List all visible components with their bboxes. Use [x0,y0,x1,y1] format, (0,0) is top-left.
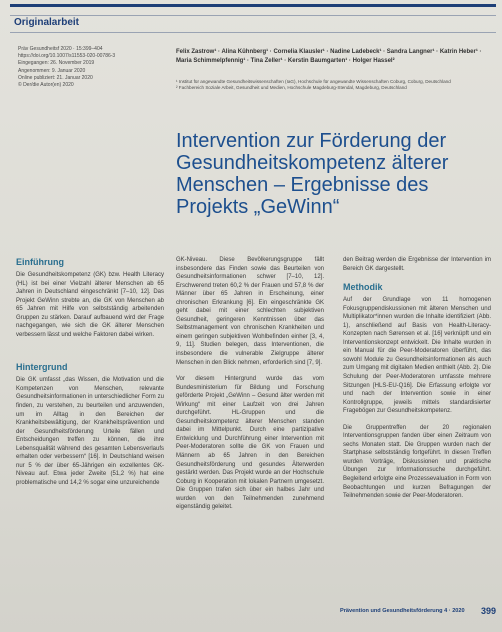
author-list: Felix Zastrow¹ · Alina Kühnberg¹ · Cornelia Klausler¹ · Nadine Ladebeck¹ · Sandra Langner¹ · Katrin Heber¹ · Maria Schimmelpfennig¹ · Tina Zeller¹ · Kerstin Baumgarten¹ · Holger Hassel² [176,49,482,64]
meta-line: Angenommen: 9. Januar 2020 [18,67,86,74]
paragraph: Vor diesem Hintergrund wurde das vom Bundesministerium für Bildung und Forschung geförderte Projekt „GeWinn – Gesund älter werden mit Wirkung“ mit einer Laufzeit von drei Jahren durchgeführt. HL-Gruppen und die Gesundheitskompetenz älterer Menschen standen dabei im Mittelpunkt. Durch eine partizipative Entwicklung und Durchführung einer Intervention mit Peer-Moderatoren sollte die GK von Frauen und Männern ab 65 Jahren in den Bereichen Gesundheitsförderung und gesundes Älterwerden gestärkt werden. Das Projekt wurde an der Hochschule Coburg in Kooperation mit lokalen Partnern umgesetzt. Die Gruppen trafen sich über ein halbes Jahr und wurden von den Teilnehmenden zunehmend eigenständig geleitet. [176,376,324,511]
section-heading-methodik: Methodik [343,282,383,293]
top-rule [10,4,496,7]
section-heading-hintergrund: Hintergrund [16,362,68,373]
column-2 [176,256,324,520]
paragraph: Die Gesundheitskompetenz (GK) bzw. Health Literacy (HL) ist bei einer Vielzahl älterer Menschen ab 65 Jahren in Deutschland eingeschränkt [7–10, 12]. Das Projekt GeWinn strebte an, die GK von Menschen ab 65 Jahren mit Hilfe von selbstständig arbeitenden Gruppen zu stärken. Darauf aufbauend wird der Frage nachgegangen, wie sich die GK älterer Menschen verbessern lässt und welche Faktoren dabei wirken. [16,272,164,338]
page-number: 399 [480,606,496,616]
doi-link[interactable]: https://doi.org/10.1007/s11553-020-00786-3 [18,53,116,60]
column-3 [343,256,491,509]
paragraph: Die GK umfasst „das Wissen, die Motivation und die Kompetenzen von Menschen, relevante Gesundheitsinformationen in unterschiedlicher Form zu finden, zu verstehen, zu beurteilen und anzuwenden, um im Alltag in den Bereichen der Krankheitsbewältigung, der Krankheitsprävention und der Gesundheitsförderung Urteile fällen und Entscheidungen treffen zu können, die ihre Lebensqualität während des gesamten Lebensverlaufs erhalten oder verbessern“ [16]. In Deutschland weisen nur 5 % der über 65-Jährigen ein exzellentes GK-Niveau auf. Etwa jeder Zweite (51,2 %) hat eine problematische und 14,2 % sogar eine unzureichende [16,377,164,486]
paragraph: Auf der Grundlage von 11 homogenen Fokusgruppendiskussionen mit älteren Menschen und Multiplikator*innen wurden die Inhalte identifiziert (Abb. 1), anschließend auf Basis von Health-Literacy-Konzepten nach Sørensen et al. [16] verknüpft und ein Interventionskonzept entwickelt. Die Inhalte wurden in ein Manual für die Peer-Moderatoren überführt, das sowohl Module zu Gesundheitsinformationen als auch zum Umgang mit digitalen Medien enthielt (Abb. 2). Die Schulung der Peer-Moderatoren umfasste mehrere Sitzungen [HLS-EU-Q16]. Die Erfassung erfolgte vor und nach der Intervention sowie in einer Kontrollgruppe, jeweils mittels standardisierter Fragebögen zur Gesundheitskompetenz. [343,297,491,415]
paragraph: den Beitrag werden die Ergebnisse der Intervention im Bereich GK dargestellt. [343,257,491,272]
affiliation-1: ¹ Institut für angewandte Gesundheitswissenschaften (IaG), Hochschule für angewandte Wissenschaften Coburg, Coburg, Deutschland [176,79,451,84]
paragraph: GK-Niveau. Diese Bevölkerungsgruppe fällt insbesondere das Finden sowie das Beurteilen von Gesundheitsinformationen schwer [7–10, 12]. Erschwerend treten 60,2 % der Frauen und 57,8 % der Männer über 65 Jahren in Erscheinung, einer chronischen Erkrankung [6]. Ein eingeschränkte GK geht dabei mit einer schlechten subjektiven Gesundheit, geringeren Kenntnissen über das Selbstmanagement von chronischen Krankheiten und einem geringen subjektiven Wohlbefinden einher [3, 4, 9, 11]. Studien belegen, dass Interventionen, die insbesondere die vulnerable Zielgruppe älterer Menschen in den Blick nehmen, erforderlich sind [7, 9]. [176,257,324,366]
category-label: Originalarbeit [14,17,80,28]
page-footer [340,606,496,620]
article-meta [18,46,163,89]
affiliation-2: ² Fachbereich Soziale Arbeit, Gesundheit und Medien, Hochschule Magdeburg-Stendal, Magdeburg, Deutschland [176,85,407,91]
journal-name: Prävention und Gesundheitsförderung 4 · 2020 [340,608,465,614]
meta-line: Eingegangen: 26. November 2019 [18,60,95,67]
category-bar [10,15,496,33]
article-title: Intervention zur Förderung der Gesundheitskompetenz älterer Menschen – Ergebnisse des Projekts „GeWinn“ [176,130,449,218]
affiliations [176,79,486,92]
meta-line: Online publiziert: 21. Januar 2020 [18,74,93,81]
meta-line: © Der/die Autor(en) 2020 [18,82,74,89]
column-1 [16,256,164,495]
meta-line: Präv Gesundheitsf 2020 · 15:399–404 [18,46,103,52]
paragraph: Die Gruppentreffen der 20 regionalen Interventionsgruppen fanden über einen Zeitraum von sechs Monaten statt. Die Gruppen wurden nach der Startphase selbstständig fortgeführt. In diesen Treffen wurden Vorträge, Diskussionen und praktische Übungen zur Informationssuche durchgeführt. Begleitend erfolgte eine Prozessevaluation in Form von Beobachtungen und kurzen Befragungen der Teilnehmenden sowie der Peer-Moderatoren. [343,424,491,500]
section-heading-einfuehrung: Einführung [16,257,64,267]
